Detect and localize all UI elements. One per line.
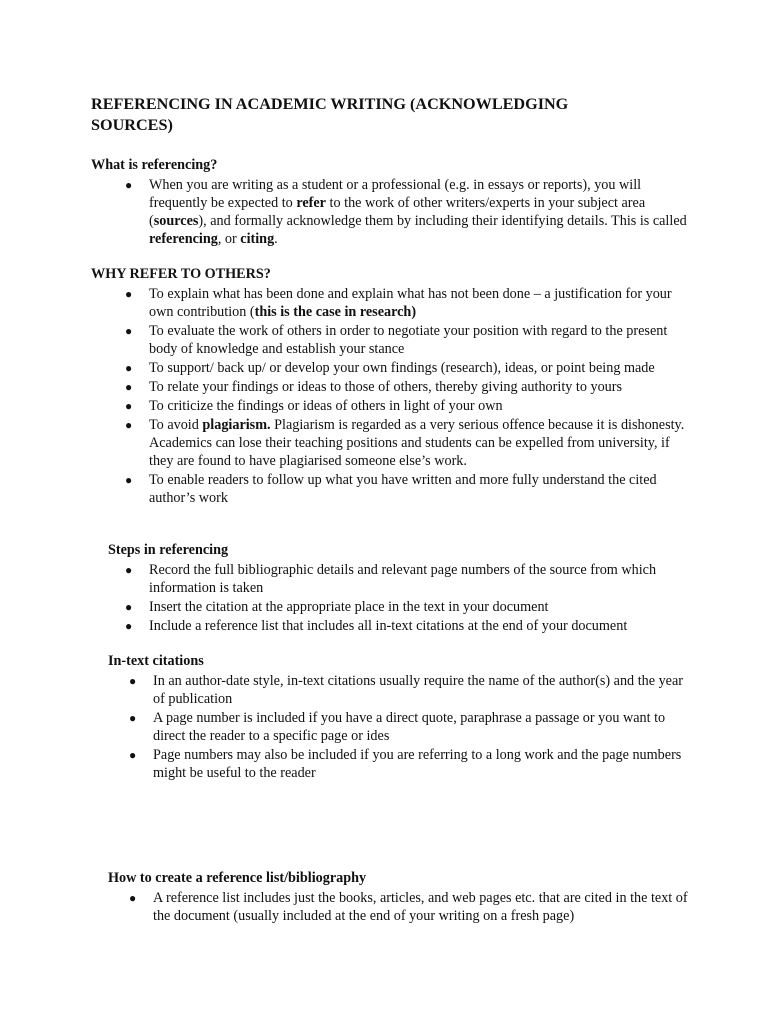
bold-text: citing: [240, 231, 275, 247]
bullet-icon: ●: [129, 674, 137, 688]
bullet-icon: ●: [125, 324, 133, 338]
text: To avoid: [149, 417, 203, 433]
list-item: [91, 378, 691, 396]
bullet-icon: ●: [129, 748, 137, 762]
bullet-icon: ●: [129, 891, 137, 905]
text: ), and formally acknowledge them by including their identifying details. This is called: [198, 213, 687, 229]
text: To explain what has been done and explain what has not been done – a justification for your own contribution (: [149, 286, 672, 320]
text: Plagiarism is regarded as a very serious offence because it is dishonesty. Academics can lose their teaching positions and students can be expelled from university, if they are found to have plagiarised someone else’s work.: [149, 417, 685, 469]
text: To criticize the findings or ideas of others in light of your own: [149, 398, 503, 414]
list-item: [108, 889, 688, 925]
bullet-icon: ●: [125, 619, 133, 633]
bullet-icon: ●: [125, 287, 133, 301]
section-what-is-referencing: [91, 156, 691, 249]
text: To relate your findings or ideas to those of others, thereby giving authority to yours: [149, 379, 623, 395]
list-item: [108, 617, 688, 635]
text: To evaluate the work of others in order to negotiate your position with regard to the present body of knowledge and establish your stance: [149, 323, 668, 357]
text: A page number is included if you have a direct quote, paraphrase a passage or you want to direct the reader to a specific page or ides: [153, 710, 666, 744]
section-heading: Steps in referencing: [108, 542, 229, 558]
bullet-icon: ●: [125, 399, 133, 413]
text: , or: [217, 231, 241, 247]
text: To support/ back up/ or develop your own findings (research), ideas, or point being made: [149, 360, 655, 376]
list-item: [91, 176, 691, 248]
text: In an author-date style, in-text citations usually require the name of the author(s) and the year of publication: [153, 673, 683, 707]
bullet-icon: ●: [129, 711, 137, 725]
list-item: [108, 746, 688, 782]
section-heading: What is referencing?: [91, 157, 218, 173]
bullet-icon: ●: [125, 473, 133, 487]
list-item: [91, 471, 691, 507]
list-item: [91, 285, 691, 321]
text: A reference list includes just the books, articles, and web pages etc. that are cited in the text of the document (usually included at the end of your writing on a fresh page): [153, 890, 688, 924]
bullet-icon: ●: [125, 563, 133, 577]
list-item: [91, 359, 691, 377]
section-steps-in-referencing: [108, 541, 688, 636]
section-heading: How to create a reference list/bibliography: [108, 870, 367, 886]
bullet-list: [108, 889, 688, 925]
bold-text: plagiarism.: [202, 417, 271, 433]
bullet-icon: ●: [125, 178, 133, 192]
text: Insert the citation at the appropriate place in the text in your document: [149, 599, 549, 615]
list-item: [91, 397, 691, 415]
list-item: [108, 598, 688, 616]
section-heading: WHY REFER TO OTHERS?: [91, 266, 271, 282]
bullet-list: [108, 561, 688, 635]
list-item: [91, 322, 691, 358]
bold-text: sources: [153, 213, 199, 229]
section-in-text-citations: [108, 652, 688, 783]
document-title: REFERENCING IN ACADEMIC WRITING (ACKNOWLEDGING SOURCES): [91, 95, 569, 134]
bullet-list: [91, 176, 691, 248]
section-why-refer: [91, 265, 691, 508]
bullet-icon: ●: [125, 361, 133, 375]
section-reference-list: [108, 869, 688, 926]
list-item: [108, 561, 688, 597]
list-item: [91, 416, 691, 470]
text: to the work of other writers/experts in your subject area (: [149, 195, 646, 229]
bold-text: this is the case in research): [254, 304, 417, 320]
list-item: [108, 672, 688, 708]
bold-text: refer: [296, 195, 326, 211]
text: Page numbers may also be included if you are referring to a long work and the page numbers might be useful to the reader: [153, 747, 682, 781]
bold-text: referencing: [149, 231, 218, 247]
text: Include a reference list that includes all in-text citations at the end of your document: [149, 618, 628, 634]
bullet-list: [108, 672, 688, 782]
section-heading: In-text citations: [108, 653, 204, 669]
bullet-list: [91, 285, 691, 507]
bullet-icon: ●: [125, 600, 133, 614]
text: To enable readers to follow up what you have written and more fully understand the cited author’s work: [149, 472, 657, 506]
bullet-icon: ●: [125, 380, 133, 394]
bullet-icon: ●: [125, 418, 133, 432]
text: Record the full bibliographic details and relevant page numbers of the source from which information is taken: [149, 562, 657, 596]
text: .: [274, 231, 278, 247]
text: When you are writing as a student or a professional (e.g. in essays or reports), you will frequently be expected to: [149, 177, 642, 211]
list-item: [108, 709, 688, 745]
